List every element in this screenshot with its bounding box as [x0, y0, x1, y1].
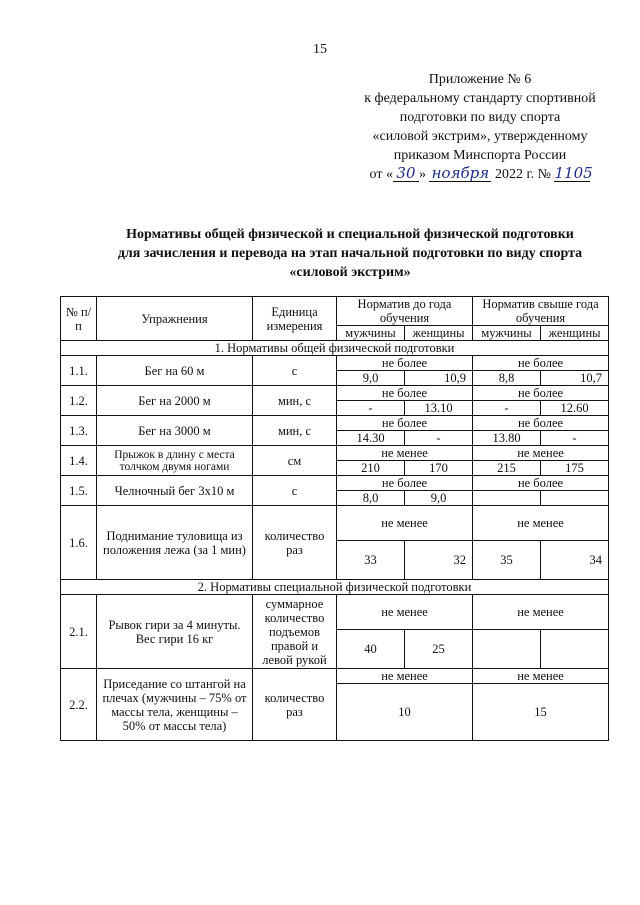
table-row [61, 446, 609, 461]
date-prefix: от « [369, 167, 393, 182]
header-men: мужчины [337, 326, 405, 341]
table-row [61, 356, 609, 371]
appendix-line: «силовой экстрим», утвержденному [372, 129, 588, 144]
row-number: 2.2. [61, 669, 97, 741]
row-number: 2.1. [61, 595, 97, 669]
value-cell: 9,0 [405, 491, 473, 506]
table-row [61, 669, 609, 684]
value-cell: 34 [541, 541, 609, 580]
condition-cell: не более [337, 416, 473, 431]
value-cell: - [337, 401, 405, 416]
value-cell: 14.30 [337, 431, 405, 446]
value-cell: 9,0 [337, 371, 405, 386]
row-number: 1.4. [61, 446, 97, 476]
value-cell: 10 [337, 684, 473, 741]
condition-cell: не менее [473, 446, 609, 461]
header-women: женщины [405, 326, 473, 341]
condition-cell: не более [337, 476, 473, 491]
condition-cell: не более [473, 476, 609, 491]
value-cell: 40 [337, 630, 405, 669]
header-women: женщины [541, 326, 609, 341]
appendix-line: к федеральному стандарту спортивной [364, 91, 596, 106]
table-row [61, 386, 609, 401]
condition-cell: не менее [337, 506, 473, 541]
header-exercise: Упражнения [97, 297, 253, 341]
condition-cell: не более [337, 356, 473, 371]
value-cell: 215 [473, 461, 541, 476]
row-number: 1.6. [61, 506, 97, 580]
handwritten-month: ноября [429, 165, 491, 182]
exercise-name: Приседание со штангой на плечах (мужчины – 75% от массы тела, женщины – 50% от массы тела) [97, 669, 253, 741]
document-title [60, 225, 640, 282]
exercise-name: Бег на 3000 м [97, 416, 253, 446]
value-cell: 8,0 [337, 491, 405, 506]
exercise-name: Поднимание туловища из положения лежа (за 1 мин) [97, 506, 253, 580]
value-cell: 175 [541, 461, 609, 476]
value-cell: 13.80 [473, 431, 541, 446]
value-cell: 13.10 [405, 401, 473, 416]
header-row [61, 297, 609, 326]
header-unit: Единица измерения [253, 297, 337, 341]
value-cell: 35 [473, 541, 541, 580]
page-number: 15 [313, 42, 327, 57]
unit-cell: с [253, 476, 337, 506]
condition-cell: не более [473, 416, 609, 431]
table-row [61, 476, 609, 491]
exercise-name: Рывок гири за 4 минуты. Вес гири 16 кг [97, 595, 253, 669]
exercise-name: Прыжок в длину с места толчком двумя ногами [97, 446, 253, 476]
condition-cell: не менее [337, 446, 473, 461]
title-line: для зачисления и перевода на этап начальной подготовки по виду спорта [117, 246, 583, 261]
handwritten-day: 30 [393, 165, 419, 182]
appendix-header [330, 70, 630, 184]
value-cell: 12.60 [541, 401, 609, 416]
title-line: «силовой экстрим» [289, 265, 411, 280]
exercise-name: Бег на 60 м [97, 356, 253, 386]
appendix-line: приказом Минспорта России [393, 148, 567, 163]
row-number: 1.1. [61, 356, 97, 386]
condition-cell: не менее [337, 595, 473, 630]
value-cell: 25 [405, 630, 473, 669]
value-cell: - [405, 431, 473, 446]
condition-cell: не менее [473, 595, 609, 630]
row-number: 1.3. [61, 416, 97, 446]
unit-cell: количество раз [253, 506, 337, 580]
unit-cell: см [253, 446, 337, 476]
value-cell: 10,9 [405, 371, 473, 386]
unit-cell: с [253, 356, 337, 386]
row-number: 1.5. [61, 476, 97, 506]
header-num: № п/п [61, 297, 97, 341]
condition-cell: не менее [473, 669, 609, 684]
exercise-name: Челночный бег 3х10 м [97, 476, 253, 506]
condition-cell: не менее [473, 506, 609, 541]
condition-cell: не более [473, 386, 609, 401]
value-cell: 210 [337, 461, 405, 476]
exercise-name: Бег на 2000 м [97, 386, 253, 416]
header-men: мужчины [473, 326, 541, 341]
value-cell: 15 [473, 684, 609, 741]
value-cell: 10,7 [541, 371, 609, 386]
value-cell: 170 [405, 461, 473, 476]
row-number: 1.2. [61, 386, 97, 416]
header-group-2: Норматив свыше года обучения [473, 297, 609, 326]
value-cell: 8,8 [473, 371, 541, 386]
header-group-1: Норматив до года обучения [337, 297, 473, 326]
section-title: 2. Нормативы специальной физической подготовки [61, 580, 609, 595]
date-mid: » [418, 167, 426, 182]
table-row [61, 416, 609, 431]
section-row [61, 580, 609, 595]
unit-cell: суммарное количество подъемов правой и левой рукой [253, 595, 337, 669]
section-row [61, 341, 609, 356]
table-row [61, 506, 609, 541]
value-cell [541, 630, 609, 669]
section-title: 1. Нормативы общей физической подготовки [61, 341, 609, 356]
unit-cell: мин, с [253, 386, 337, 416]
value-cell: 32 [405, 541, 473, 580]
unit-cell: мин, с [253, 416, 337, 446]
table-row [61, 595, 609, 630]
condition-cell: не менее [337, 669, 473, 684]
appendix-line: подготовки по виду спорта [399, 110, 561, 125]
handwritten-order-number: 1105 [554, 164, 593, 182]
value-cell: 33 [337, 541, 405, 580]
condition-cell: не более [473, 356, 609, 371]
value-cell: - [541, 431, 609, 446]
appendix-line: Приложение № 6 [428, 72, 532, 87]
value-cell [473, 491, 541, 506]
condition-cell: не более [337, 386, 473, 401]
unit-cell: количество раз [253, 669, 337, 741]
value-cell [473, 630, 541, 669]
date-year: 2022 г. № [494, 167, 551, 182]
norms-table [60, 296, 609, 741]
value-cell [541, 491, 609, 506]
title-line: Нормативы общей физической и специальной физической подготовки [126, 227, 574, 242]
value-cell: - [473, 401, 541, 416]
appendix-date-line [330, 165, 630, 184]
